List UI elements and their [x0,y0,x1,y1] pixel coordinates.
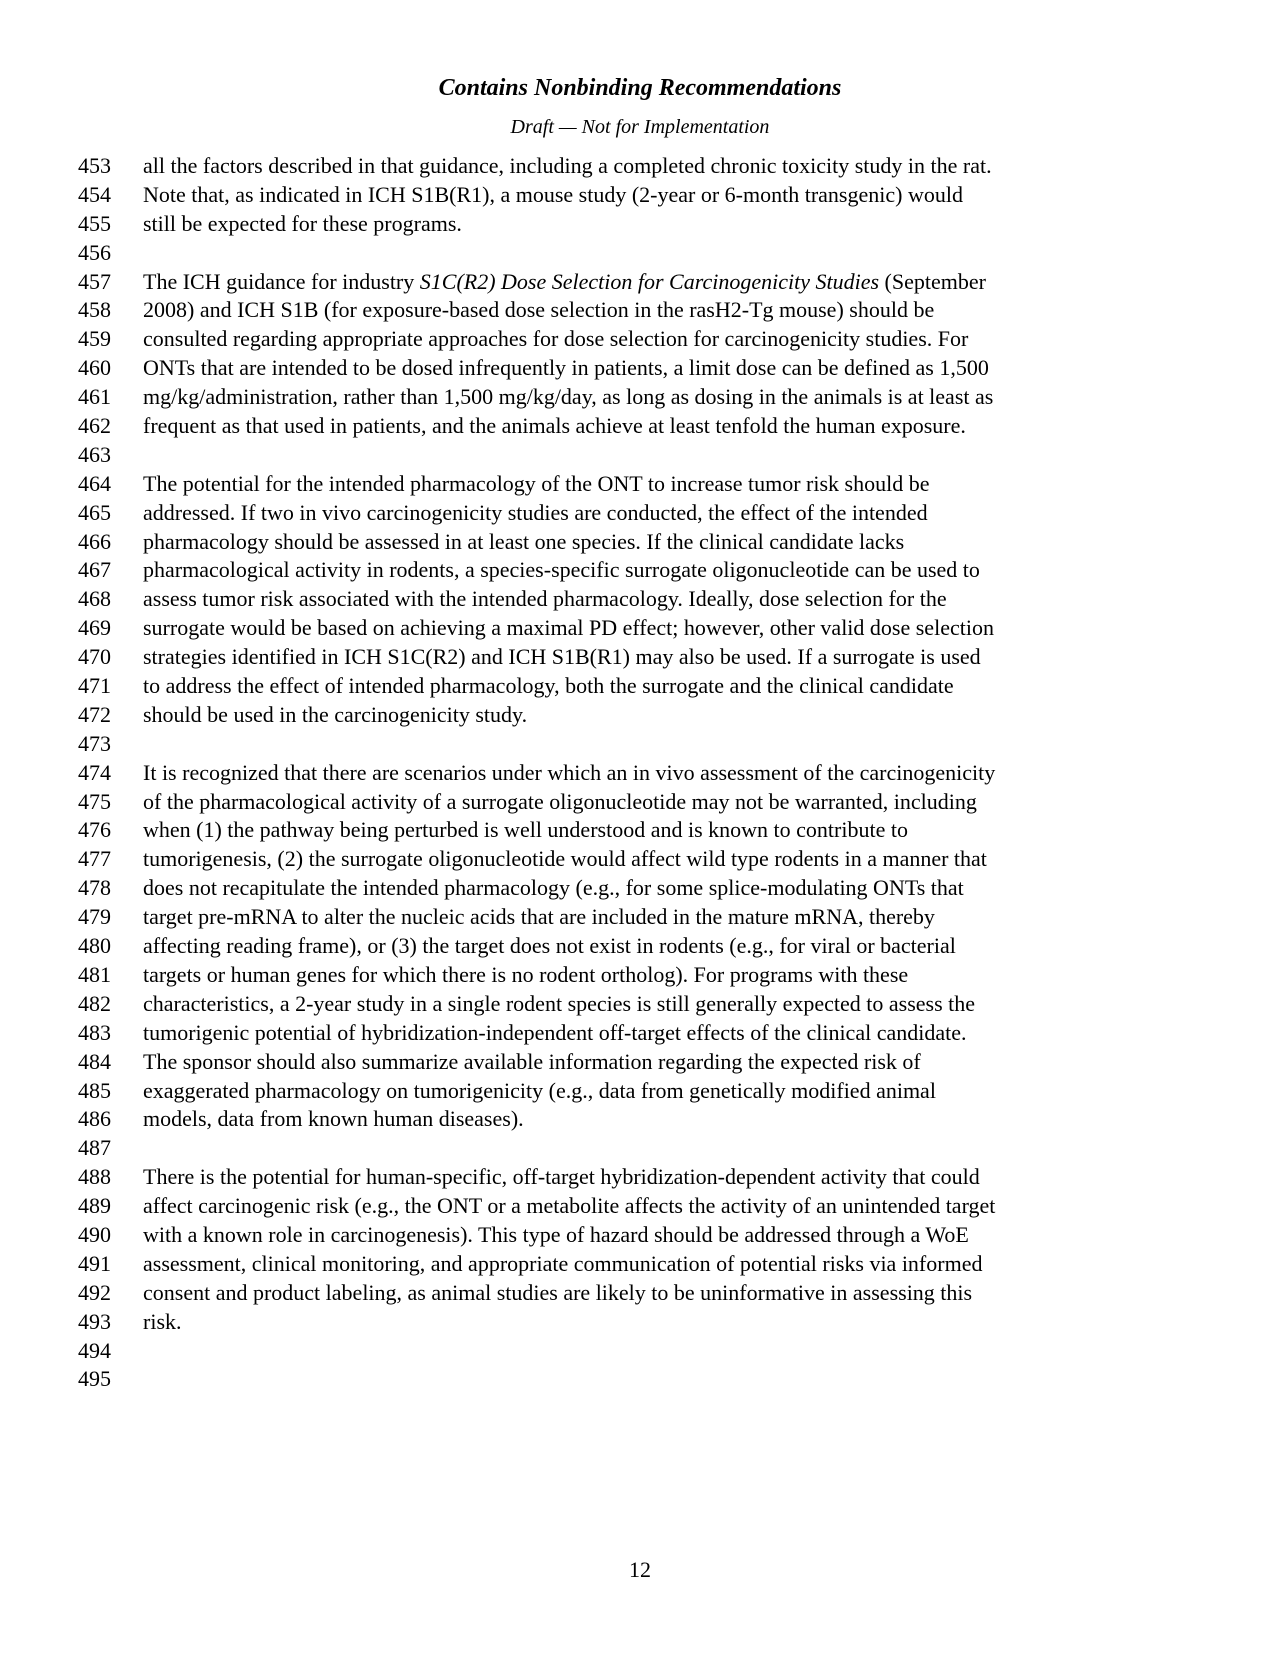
document-line [0,1077,1280,1106]
page-header [0,0,1280,137]
document-line [0,325,1280,354]
line-text: assess tumor risk associated with the intended pharmacology. Ideally, dose selection for the [143,586,947,612]
document-line [0,268,1280,297]
document-line [0,1163,1280,1192]
line-number: 473 [78,730,111,756]
line-number: 471 [78,673,111,699]
document-line [0,816,1280,845]
line-text: surrogate would be based on achieving a maximal PD effect; however, other valid dose selection [143,615,994,641]
document-line [0,412,1280,441]
document-line [0,354,1280,383]
document-line [0,181,1280,210]
document-line [0,1105,1280,1134]
line-text: frequent as that used in patients, and the animals achieve at least tenfold the human exposure. [143,413,966,439]
line-number: 458 [78,297,111,323]
line-text: 2008) and ICH S1B (for exposure-based dose selection in the rasH2-Tg mouse) should be [143,297,935,323]
line-number: 476 [78,817,111,843]
document-line [0,1134,1280,1163]
document-line [0,990,1280,1019]
line-number: 493 [78,1308,111,1334]
line-number: 459 [78,326,111,352]
line-text: to address the effect of intended pharmacology, both the surrogate and the clinical candidate [143,673,954,699]
line-text: The ICH guidance for industry S1C(R2) Dose Selection for Carcinogenicity Studies (September [143,268,986,294]
document-line [0,383,1280,412]
line-number: 478 [78,875,111,901]
line-number: 481 [78,961,111,987]
document-line [0,470,1280,499]
line-text: targets or human genes for which there is no rodent ortholog). For programs with these [143,961,909,987]
line-number: 465 [78,499,111,525]
document-line [0,932,1280,961]
line-text: all the factors described in that guidance, including a completed chronic toxicity study in the rat. [143,153,992,178]
line-number: 453 [78,153,111,178]
document-line [0,210,1280,239]
document-line [0,1048,1280,1077]
line-text: tumorigenesis, (2) the surrogate oligonucleotide would affect wild type rodents in a manner that [143,846,987,872]
document-line [0,528,1280,557]
document-line [0,1221,1280,1250]
line-text: risk. [143,1308,182,1334]
line-text: The sponsor should also summarize available information regarding the expected risk of [143,1048,921,1074]
line-number: 460 [78,355,111,381]
page-footer [0,1556,1280,1584]
line-text: consulted regarding appropriate approaches for dose selection for carcinogenicity studies. For [143,326,969,352]
line-number: 492 [78,1279,111,1305]
line-text: consent and product labeling, as animal studies are likely to be uninformative in assessing this [143,1279,973,1305]
line-text: should be used in the carcinogenicity study. [143,701,528,727]
line-number: 491 [78,1250,111,1276]
document-line [0,788,1280,817]
line-number: 487 [78,1135,111,1161]
document-line [0,296,1280,325]
line-text: mg/kg/administration, rather than 1,500 mg/kg/day, as long as dosing in the animals is at least as [143,384,994,410]
line-text: There is the potential for human-specific, off-target hybridization-dependent activity that could [143,1164,980,1190]
line-text: of the pharmacological activity of a surrogate oligonucleotide may not be warranted, including [143,788,977,814]
document-line [0,1365,1280,1394]
line-text: characteristics, a 2-year study in a single rodent species is still generally expected to assess the [143,990,976,1016]
page-title: Contains Nonbinding Recommendations [438,75,842,101]
line-text: tumorigenic potential of hybridization-independent off-target effects of the clinical candidate. [143,1019,967,1045]
line-number: 463 [78,441,111,467]
line-number: 486 [78,1106,111,1132]
document-lines [0,152,1280,1394]
line-number: 484 [78,1048,111,1074]
document-line [0,239,1280,268]
document-line [0,672,1280,701]
line-text: does not recapitulate the intended pharmacology (e.g., for some splice-modulating ONTs that [143,875,964,901]
line-number: 454 [78,181,111,207]
document-line [0,1337,1280,1366]
line-number: 480 [78,933,111,959]
line-number: 477 [78,846,111,872]
document-line [0,441,1280,470]
document-line [0,614,1280,643]
document-line [0,152,1280,181]
line-number: 466 [78,528,111,554]
line-text: pharmacological activity in rodents, a species-specific surrogate oligonucleotide can be used to [143,557,980,583]
line-number: 495 [78,1366,111,1392]
line-number: 494 [78,1337,111,1363]
document-line [0,585,1280,614]
line-number: 483 [78,1019,111,1045]
line-number: 472 [78,701,111,727]
document-line [0,701,1280,730]
line-text: ONTs that are intended to be dosed infrequently in patients, a limit dose can be defined as 1,500 [143,355,989,381]
line-text: exaggerated pharmacology on tumorigenicity (e.g., data from genetically modified animal [143,1077,936,1103]
line-text: strategies identified in ICH S1C(R2) and ICH S1B(R1) may also be used. If a surrogate is used [143,644,981,670]
document-line [0,499,1280,528]
document-line [0,1308,1280,1337]
document-line [0,961,1280,990]
document-line [0,874,1280,903]
document-line [0,1279,1280,1308]
line-number: 489 [78,1193,111,1219]
page-subtitle: Draft — Not for Implementation [510,116,770,138]
line-text: still be expected for these programs. [143,210,462,236]
document-line [0,845,1280,874]
line-text: with a known role in carcinogenesis). This type of hazard should be addressed through a WoE [143,1221,969,1247]
page-number: 12 [629,1557,651,1582]
line-number: 455 [78,210,111,236]
line-text: affecting reading frame), or (3) the target does not exist in rodents (e.g., for viral or bacterial [143,933,956,959]
line-text: assessment, clinical monitoring, and appropriate communication of potential risks via informed [143,1250,983,1276]
line-number: 456 [78,239,111,265]
line-number: 468 [78,586,111,612]
line-text: addressed. If two in vivo carcinogenicity studies are conducted, the effect of the intended [143,499,928,525]
line-text: pharmacology should be assessed in at least one species. If the clinical candidate lacks [143,528,905,554]
line-number: 474 [78,759,111,785]
line-text: models, data from known human diseases). [143,1106,524,1132]
line-text: Note that, as indicated in ICH S1B(R1), a mouse study (2-year or 6-month transgenic) would [143,181,963,207]
line-number: 464 [78,470,111,496]
document-line [0,1019,1280,1048]
line-text: affect carcinogenic risk (e.g., the ONT or a metabolite affects the activity of an unintended target [143,1193,996,1219]
line-number: 482 [78,990,111,1016]
line-number: 461 [78,384,111,410]
line-number: 467 [78,557,111,583]
document-line [0,730,1280,759]
line-number: 470 [78,644,111,670]
line-text: target pre-mRNA to alter the nucleic acids that are included in the mature mRNA, thereby [143,904,935,930]
line-text: The potential for the intended pharmacology of the ONT to increase tumor risk should be [143,470,930,496]
document-line [0,1192,1280,1221]
line-number: 490 [78,1221,111,1247]
line-number: 475 [78,788,111,814]
line-number: 469 [78,615,111,641]
line-text: when (1) the pathway being perturbed is well understood and is known to contribute to [143,817,908,843]
line-number: 462 [78,413,111,439]
document-line [0,759,1280,788]
document-line [0,1250,1280,1279]
line-number: 457 [78,268,111,294]
document-line [0,556,1280,585]
document-line [0,903,1280,932]
line-number: 488 [78,1164,111,1190]
line-number: 485 [78,1077,111,1103]
line-number: 479 [78,904,111,930]
line-text: It is recognized that there are scenarios under which an in vivo assessment of the carcinogenicity [143,759,996,785]
document-line [0,643,1280,672]
